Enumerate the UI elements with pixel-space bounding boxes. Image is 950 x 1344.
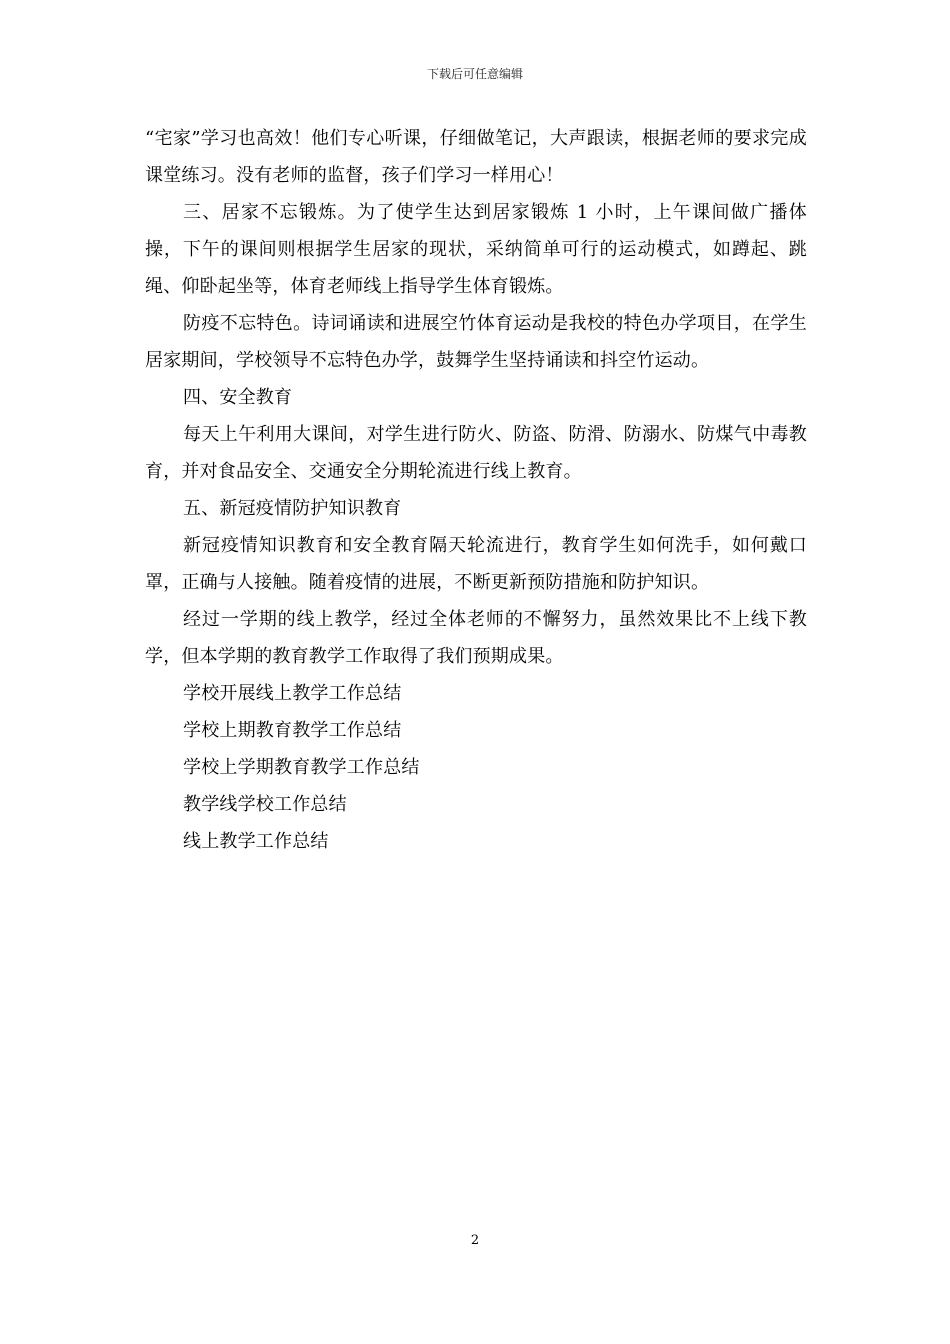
document-body (145, 120, 807, 860)
page-number: 2 (470, 1233, 480, 1248)
related-link-1: 学校开展线上教学工作总结 (183, 683, 402, 704)
related-link-2: 学校上期教育教学工作总结 (183, 720, 402, 741)
paragraph-home-exercise: 三、居家不忘锻炼。为了使学生达到居家锻炼 1 小时，上午课间做广播体操，下午的课间则根据学生居家的现状，采纳简单可行的运动模式，如蹲起、跳绳、仰卧起坐等，体育老师线上指导学生体育锻炼。 (145, 202, 807, 297)
paragraph-safety-education: 每天上午利用大课间，对学生进行防火、防盗、防滑、防溺水、防煤气中毒教育，并对食品安全、交通安全分期轮流进行线上教育。 (145, 424, 807, 482)
paragraph-study-efficiency: “宅家”学习也高效！他们专心听课，仔细做笔记，大声跟读，根据老师的要求完成课堂练习。没有老师的监督，孩子们学习一样用心！ (145, 128, 807, 186)
heading-safety-education: 四、安全教育 (183, 387, 293, 408)
heading-covid-protection: 五、新冠疫情防护知识教育 (183, 498, 402, 519)
paragraph-school-features: 防疫不忘特色。诗词诵读和进展空竹体育运动是我校的特色办学项目，在学生居家期间，学校领导不忘特色办学，鼓舞学生坚持诵读和抖空竹运动。 (145, 313, 807, 371)
related-link-4: 教学线学校工作总结 (183, 794, 347, 815)
page-header: 下载后可任意编辑 (426, 67, 523, 81)
related-link-5: 线上教学工作总结 (183, 831, 329, 852)
related-link-3: 学校上学期教育教学工作总结 (183, 757, 420, 778)
paragraph-covid-protection: 新冠疫情知识教育和安全教育隔天轮流进行，教育学生如何洗手，如何戴口罩，正确与人接触。随着疫情的进展，不断更新预防措施和防护知识。 (145, 535, 807, 593)
paragraph-conclusion: 经过一学期的线上教学，经过全体老师的不懈努力，虽然效果比不上线下教学，但本学期的教育教学工作取得了我们预期成果。 (145, 609, 807, 667)
